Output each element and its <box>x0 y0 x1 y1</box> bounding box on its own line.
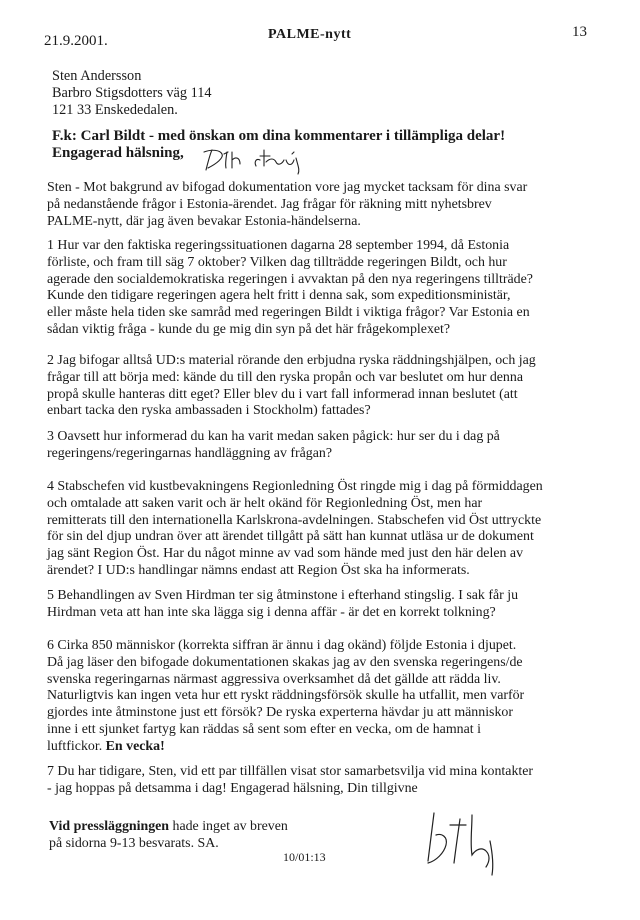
text-line: förliste, och fram till säg 7 oktober? Vilken dag tillträdde regeringen Bildt, och hur <box>47 254 507 270</box>
text-line: regeringens/regeringarnas handläggning av frågan? <box>47 445 333 461</box>
text-line: sådan viktig fråga - kunde du ge mig din syn på det här frågekomplexet? <box>47 321 451 337</box>
text-line: 6 Cirka 850 människor (korrekta siffran är ännu i dag okänd) följde Estonia i djupet. <box>47 638 517 653</box>
text-line: - jag hoppas på detsamma i dag! Engagerad hälsning, Din tillgivne <box>47 780 418 796</box>
address-line: 121 33 Enskededalen. <box>52 102 178 118</box>
text-line: 2 Jag bifogar alltså UD:s material rörande den erbjudna ryska räddningshjälpen, och jag <box>47 353 536 368</box>
header-date: 21.9.2001. <box>44 33 108 49</box>
question-3 <box>47 429 595 463</box>
press-note-lead: Vid pressläggningen <box>49 819 170 834</box>
text-line: frågar till att börja med: kände du till den ryska propån och var beslutet om hur denna <box>47 369 523 385</box>
text-line: på nedanstående frågor i Estonia-ärendet. Jag frågar för räkning mitt nyhetsbrev <box>47 196 492 212</box>
text-line: enbart tacka den ryska ambassaden i Stockholm) fattades? <box>47 403 371 419</box>
subject-line-2: Engagerad hälsning, <box>52 145 184 161</box>
text-line: ärendet? I UD:s handlingar nämns endast att Region Öst ska ha informerats. <box>47 562 470 578</box>
question-5 <box>47 588 595 622</box>
question-6 <box>47 638 595 756</box>
text-line: Då jag läser den bifogade dokumentationen skakas jag av den svenska regeringens/de <box>47 654 523 670</box>
emphasis-text: En vecka! <box>105 738 165 754</box>
text-line: Hirdman veta att han inte ska lägga sig i denna affär - är det en korrekt tolkning? <box>47 604 496 620</box>
text-line: eller måste hela tiden ske samråd med regeringen Bildt i viktiga frågor? Var Estonia en <box>47 305 530 321</box>
text-line: jag sänt Region Öst. Har du något minne av vad som hände med just den här delen av <box>47 546 524 562</box>
text-line: 3 Oavsett hur informerad du kan ha varit medan saken pågick: hur ser du i dag på <box>47 429 500 444</box>
text-line: 4 Stabschefen vid kustbevakningens Regionledning Öst ringde mig i dag på förmiddagen <box>47 479 543 494</box>
text-line: och omtalade att saken varit och är helt okänd för Regionledning Öst, men har <box>47 495 483 511</box>
text-line: svenska regeringarnas närmast aggressiva overksamhet då det gällde att rädda liv. <box>47 671 501 687</box>
question-2 <box>47 353 595 420</box>
text-line: propå skulle hanteras ditt eget? Eller blev du i vart fall informerad innan beslutet (att <box>47 386 518 402</box>
text-line: 5 Behandlingen av Sven Hirdman ter sig åtminstone i efterhand stingslig. I sak får ju <box>47 588 519 603</box>
recipient-address <box>52 68 212 119</box>
text-line: remitterats till den internationella Karlskrona-avdelningen. Stabschefen vid Öst uttryckte <box>47 512 542 528</box>
address-line: Barbro Stigsdotters väg 114 <box>52 85 212 101</box>
press-note-rest: hade inget av breven <box>169 819 288 834</box>
header-title: PALME-nytt <box>268 27 352 42</box>
text-line: Kunde den tidigare regeringen agera helt fritt i denna sak, som expeditionsministär, <box>47 288 511 304</box>
text-line <box>47 739 595 756</box>
question-4 <box>47 479 595 580</box>
press-note <box>49 818 288 852</box>
subject-line-1: F.k: Carl Bildt - med önskan om dina kommentarer i tillämpliga delar! <box>52 128 506 144</box>
question-1 <box>47 238 595 339</box>
text-line: gjordes inte åtminstone just ett försök? De ryska experterna hävdar ju att människor <box>47 705 513 721</box>
text-line: inne i ett sjunket fartyg kan räddas så sent som efter en vecka, om de hamnat i <box>47 721 481 737</box>
press-note-line-1 <box>49 818 288 835</box>
address-line: Sten Andersson <box>52 68 142 84</box>
text-line: för sin del djup undran över att ärendet tillgått på sätt han kunnat utläsa ur de dokument <box>47 529 534 545</box>
question-7 <box>47 764 595 798</box>
text-line: agerade den socialdemokratiska regeringen i avvaktan på den nya regeringens tillträde? <box>47 271 533 287</box>
document-code: 10/01:13 <box>283 850 326 864</box>
text-line: Naturligtvis kan ingen veta hur ett ryskt räddningsförsök skulle ha utfallit, men varför <box>47 688 525 704</box>
handwritten-note <box>200 146 310 176</box>
text-line: 7 Du har tidigare, Sten, vid ett par tillfällen visat stor samarbetsvilja vid mina kontakter <box>47 764 534 779</box>
intro-paragraph <box>47 180 595 230</box>
text-line: PALME-nytt, där jag även bevakar Estonia-händelserna. <box>47 213 361 229</box>
press-note-line-2: på sidorna 9-13 besvarats. SA. <box>49 836 219 851</box>
text-line: 1 Hur var den faktiska regeringssituationen dagarna 28 september 1994, då Estonia <box>47 238 510 253</box>
page-number: 13 <box>572 24 587 40</box>
text-line: Sten - Mot bakgrund av bifogad dokumentation vore jag mycket tacksam för dina svar <box>47 180 528 195</box>
signature <box>420 805 500 877</box>
text-fragment: luftfickor. <box>47 738 103 754</box>
